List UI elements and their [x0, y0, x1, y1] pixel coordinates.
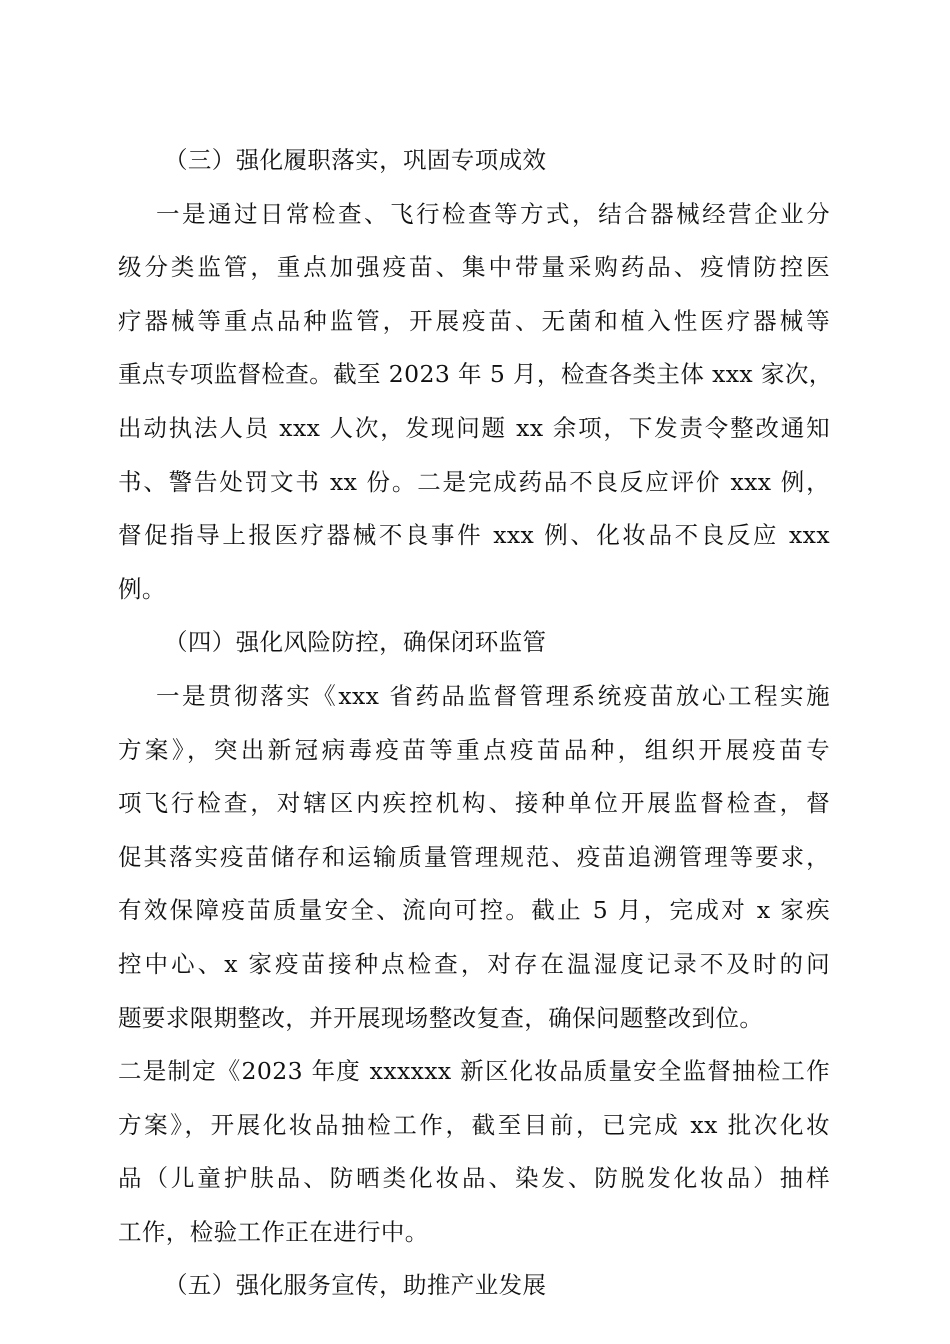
paragraph-line: 项飞行检查，对辖区内疾控机构、接种单位开展监督检查，督	[118, 789, 830, 818]
paragraph-line: 促其落实疫苗储存和运输质量管理规范、疫苗追溯管理等要求，	[118, 842, 830, 871]
document-body	[118, 134, 833, 1313]
section-heading-4: （四）强化风险防控，确保闭环监管	[164, 628, 547, 657]
section-paragraph-4	[118, 670, 830, 1260]
paragraph-line: 出动执法人员 xxx 人次，发现问题 xx 余项，下发责令整改通知	[118, 413, 830, 442]
paragraph-line: 方案》，突出新冠病毒疫苗等重点疫苗品种，组织开展疫苗专	[118, 735, 830, 764]
section-paragraph-3	[118, 188, 833, 617]
paragraph-line: 方案》，开展化妆品抽检工作，截至目前，已完成 xx 批次化妆	[118, 1110, 830, 1139]
paragraph-line: 有效保障疫苗质量安全、流向可控。截止 5 月，完成对 x 家疾	[118, 896, 830, 925]
paragraph-line: 重点专项监督检查。截至 2023 年 5 月，检查各类主体 xxx 家次，	[118, 360, 833, 389]
paragraph-line: 疗器械等重点品种监管，开展疫苗、无菌和植入性医疗器械等	[118, 306, 830, 335]
paragraph-line: 级分类监管，重点加强疫苗、集中带量采购药品、疫情防控医	[118, 253, 830, 282]
section-heading-3: （三）强化履职落实，巩固专项成效	[164, 146, 547, 174]
paragraph-line: 书、警告处罚文书 xx 份。二是完成药品不良反应评价 xxx 例，	[118, 467, 830, 496]
paragraph-line: 工作，检验工作正在进行中。	[118, 1217, 429, 1246]
paragraph-line: 二是制定《2023 年度 xxxxxx 新区化妆品质量安全监督抽检工作	[118, 1057, 830, 1086]
paragraph-line: 例。	[118, 574, 166, 603]
paragraph-line: 督促指导上报医疗器械不良事件 xxx 例、化妆品不良反应 xxx	[118, 521, 830, 550]
paragraph-line: 一是通过日常检查、飞行检查等方式，结合器械经营企业分	[156, 199, 830, 228]
paragraph-line: 题要求限期整改，并开展现场整改复查，确保问题整改到位。	[118, 1003, 764, 1032]
section-heading-5: （五）强化服务宣传，助推产业发展	[164, 1271, 547, 1300]
paragraph-line: 控中心、x 家疫苗接种点检查，对存在温湿度记录不及时的问	[118, 949, 830, 978]
paragraph-line: 一是贯彻落实《xxx 省药品监督管理系统疫苗放心工程实施	[156, 681, 830, 710]
paragraph-line: 品（儿童护肤品、防晒类化妆品、染发、防脱发化妆品）抽样	[118, 1164, 830, 1193]
